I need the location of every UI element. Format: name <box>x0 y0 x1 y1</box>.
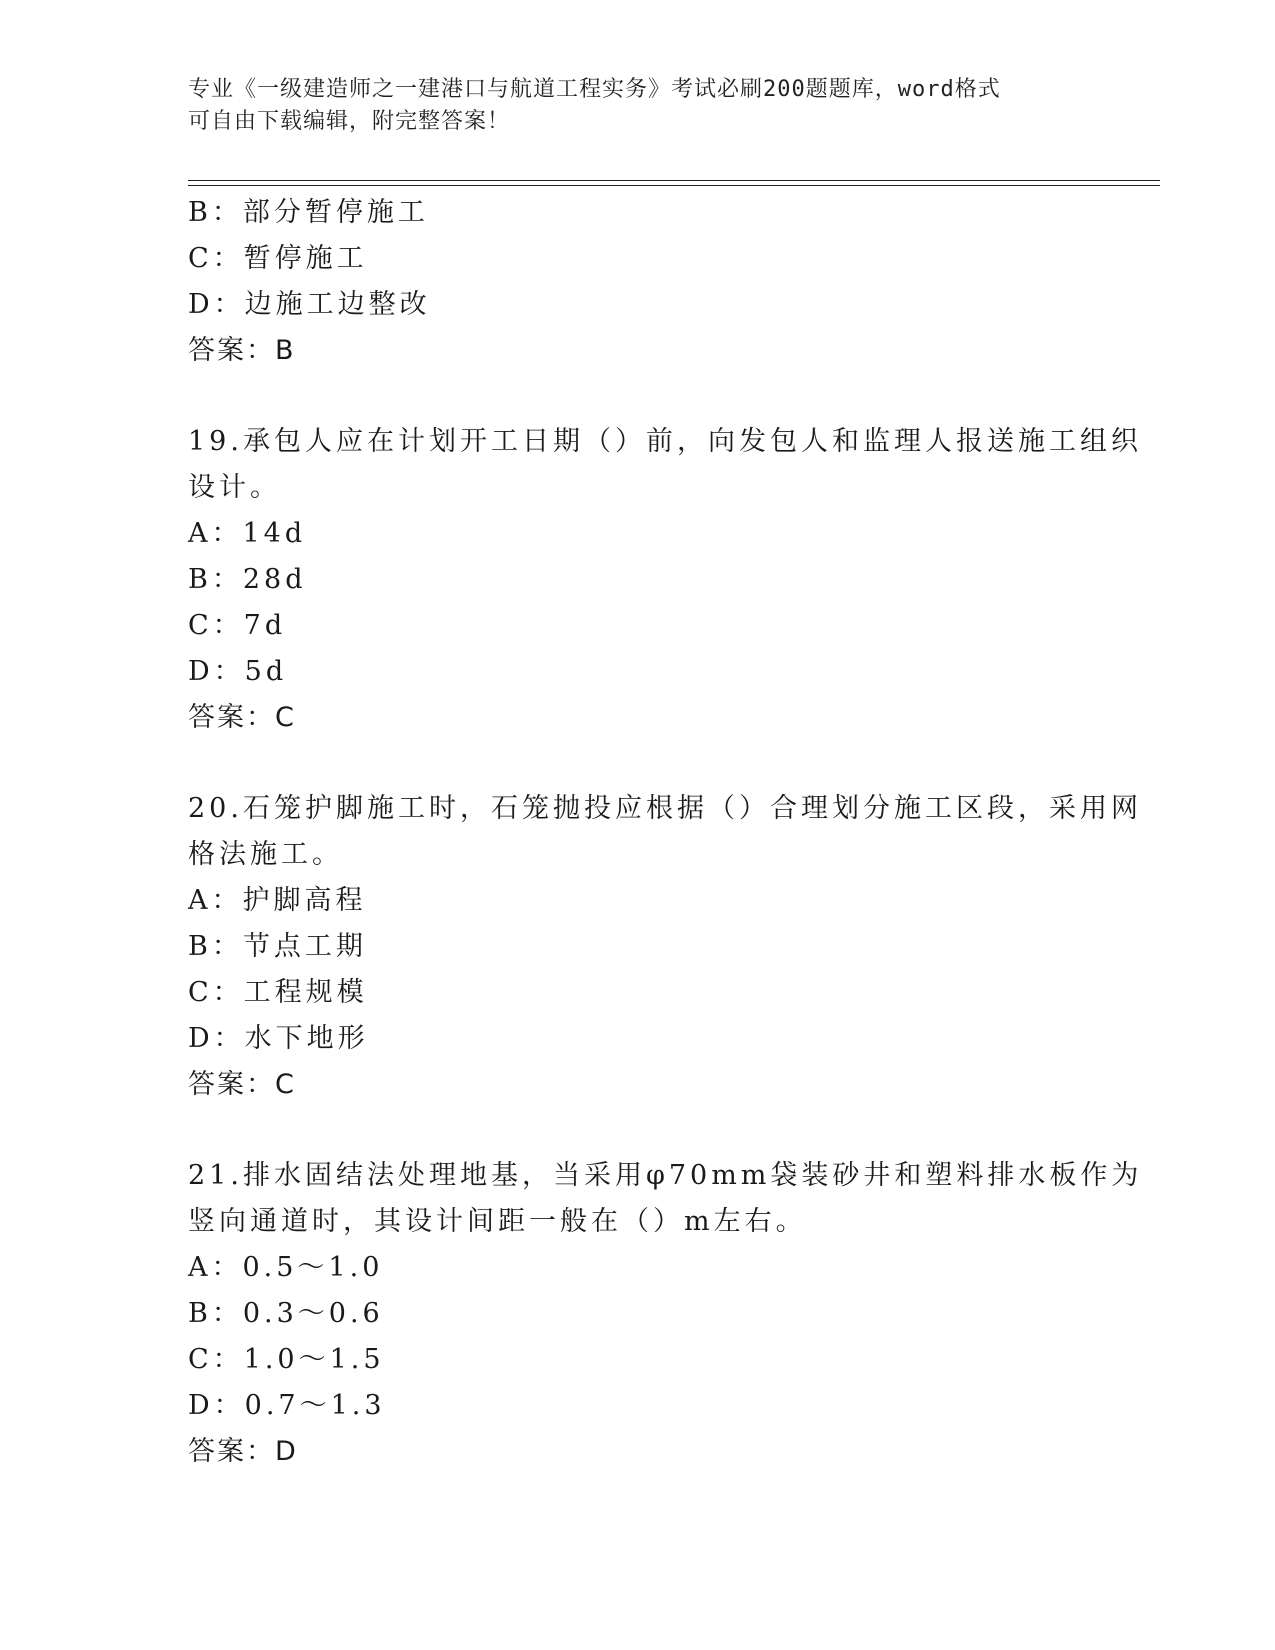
question-text-line-1: 19.承包人应在计划开工日期（）前，向发包人和监理人报送施工组织 <box>188 426 1142 457</box>
question-20 <box>188 786 1142 1108</box>
page-header <box>188 74 1068 138</box>
option-b: B：节点工期 <box>188 931 367 962</box>
option-d: D：水下地形 <box>188 1023 369 1054</box>
header-rule-top <box>188 180 1160 181</box>
question-19 <box>188 419 1142 741</box>
option-c: C：工程规模 <box>188 977 368 1008</box>
header-rule-bottom <box>188 185 1160 186</box>
answer-line: 答案：B <box>188 335 296 366</box>
question-text-line-1: 20.石笼护脚施工时，石笼抛投应根据（）合理划分施工区段，采用网 <box>188 793 1142 824</box>
question-text-line-2: 格法施工。 <box>188 839 343 870</box>
question-text-line-1: 21.排水固结法处理地基，当采用φ70mm袋装砂井和塑料排水板作为 <box>188 1160 1143 1191</box>
option-c: C：暂停施工 <box>188 243 368 274</box>
header-title-line-1: 专业《一级建造师之一建港口与航道工程实务》考试必刷200题题库，word格式 <box>188 77 1001 102</box>
option-d: D：边施工边整改 <box>188 289 431 320</box>
option-b: B：28d <box>188 564 307 595</box>
question-text-line-2: 竖向通道时，其设计间距一般在（）m左右。 <box>188 1206 807 1237</box>
question-list <box>188 190 1143 1475</box>
question-text-line-2: 设计。 <box>188 472 281 503</box>
option-b: B：0.3～0.6 <box>188 1298 384 1329</box>
option-d: D：5d <box>188 656 288 687</box>
option-c: C：1.0～1.5 <box>188 1344 385 1375</box>
answer-line: 答案：C <box>188 1069 296 1100</box>
question-21 <box>188 1153 1143 1475</box>
question-18-continued <box>188 190 1088 374</box>
option-a: A：护脚高程 <box>188 885 367 916</box>
spacer <box>188 374 1088 419</box>
header-title-line-2: 可自由下载编辑，附完整答案！ <box>188 109 511 134</box>
spacer <box>188 741 1088 786</box>
answer-line: 答案：C <box>188 702 296 733</box>
option-c: C：7d <box>188 610 287 641</box>
option-b: B：部分暂停施工 <box>188 197 429 228</box>
option-a: A：0.5～1.0 <box>188 1252 384 1283</box>
option-a: A：14d <box>188 518 307 549</box>
spacer <box>188 1108 1088 1153</box>
option-d: D：0.7～1.3 <box>188 1390 386 1421</box>
answer-line: 答案：D <box>188 1436 298 1467</box>
